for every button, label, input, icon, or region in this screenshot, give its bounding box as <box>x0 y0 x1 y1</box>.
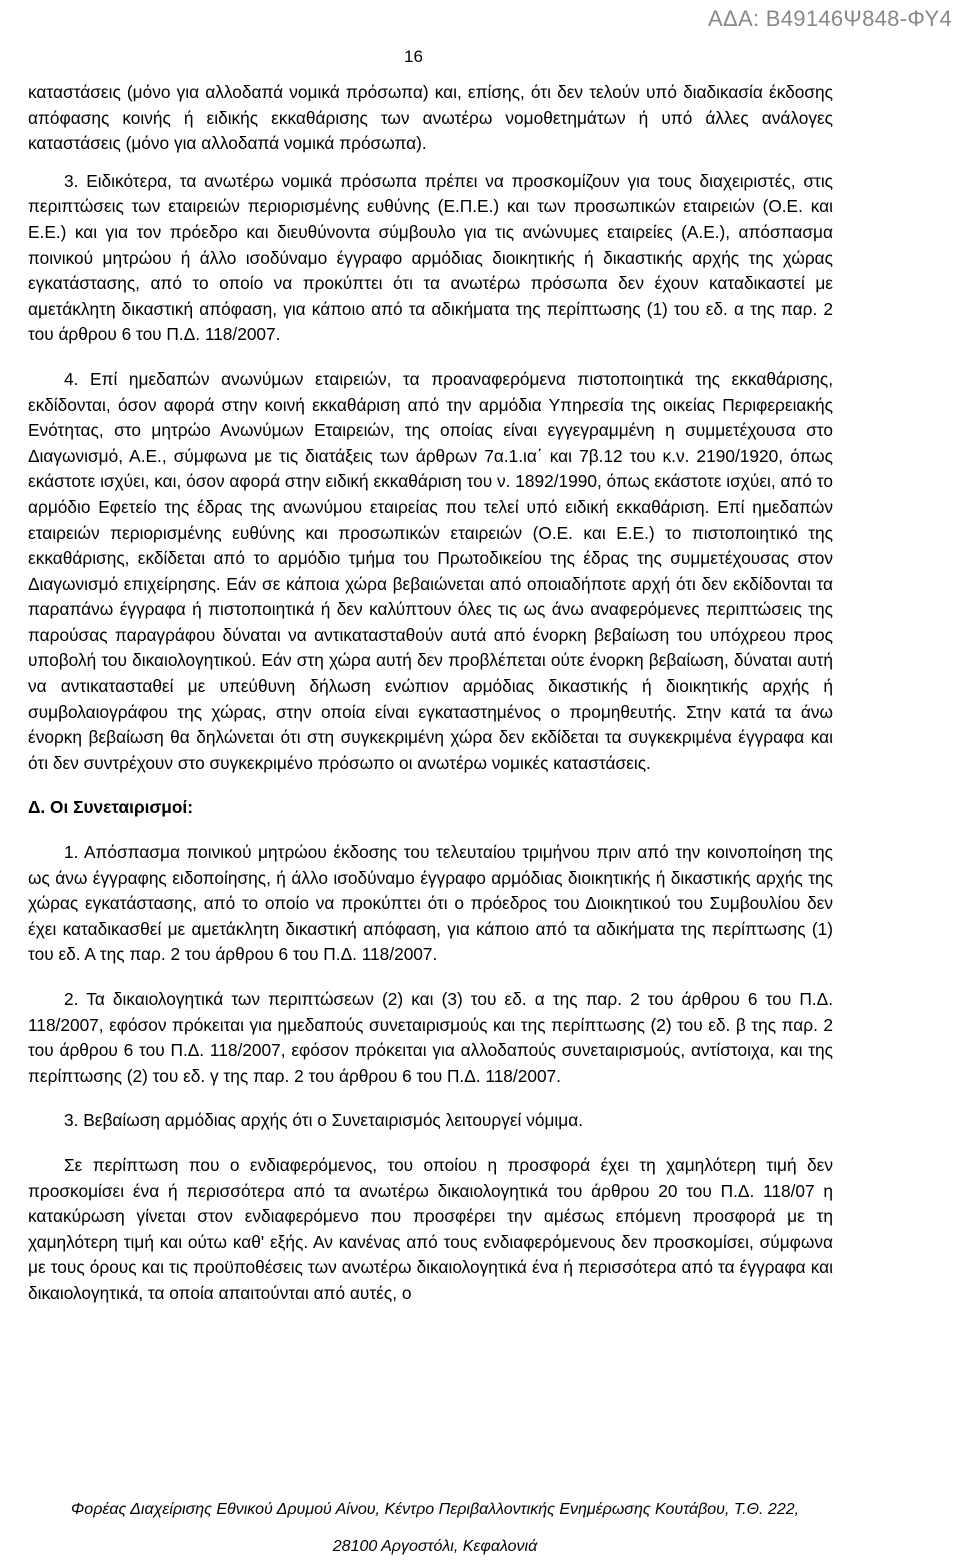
footer-line-2: 28100 Αργοστόλι, Κεφαλονιά <box>332 1538 538 1555</box>
coop-item-3: 3. Βεβαίωση αρμόδιας αρχής ότι ο Συνεταιρισμός λειτουργεί νόμιμα. <box>64 1110 583 1131</box>
paragraph-item-3: 3. Ειδικότερα, τα ανωτέρω νομικά πρόσωπα πρέπει να προσκομίζουν για τους διαχειριστές, στις περιπτώσεις των εταιρειών περιορισμένης ευθύνης (Ε.Π.Ε.) και των προσωπικών εταιρειών (Ο.Ε. και Ε.Ε.) και για τον πρόεδρο και διευθύνοντα σύμβουλο για τις ανώνυμες εταιρείες (Α.Ε.), απόσπασμα ποινικού μητρώου ή άλλο ισοδύναμο έγγραφο αρμόδιας διοικητικής ή δικαστικής αρχής της χώρας εγκατάστασης, από το οποίο να προκύπτει ότι τα ανωτέρω πρόσωπα δεν έχουν καταδικαστεί με αμετάκλητη δικαστική απόφαση, για κάποιο από τα αδικήματα της περίπτωσης (1) του εδ. α της παρ. 2 του άρθρου 6 του Π.Δ. 118/2007. <box>28 170 833 345</box>
paragraph-item-4: 4. Επί ημεδαπών ανωνύμων εταιρειών, τα προαναφερόμενα πιστοποιητικά της εκκαθάρισης, εκδίδονται, όσον αφορά στην κοινή εκκαθάριση από την αρμόδια Υπηρεσία της οικείας Περιφερειακής Ενότητας, στο μητρώο Ανωνύμων Εταιρειών, της οποίας είναι εγγεγραμμένη η συμμετέχουσα στο Διαγωνισμό, Α.Ε., σύμφωνα με τις διατάξεις των άρθρων 7α.1.ια΄ και 7β.12 του κ.ν. 2190/1920, όπως εκάστοτε ισχύει, και, όσον αφορά στην ειδική εκκαθάριση του ν. 1892/1990, όπως εκάστοτε ισχύει, από το αρμόδιο Εφετείο της έδρας της ανωνύμου εταιρείας που τελεί υπό ειδική εκκαθάριση. Επί ημεδαπών εταιρειών περιορισμένης ευθύνης και προσωπικών εταιρειών (Ο.Ε. και Ε.Ε.) το πιστοποιητικό της εκκαθάρισης, εκδίδεται από το αρμόδιο τμήμα του Πρωτοδικείου της έδρας της συμμετέχουσας στον Διαγωνισμό επιχείρησης. Εάν σε κάποια χώρα βεβαιώνεται από οποιαδήποτε αρχή ότι δεν εκδίδονται τα παραπάνω έγγραφα ή πιστοποιητικά ή δεν καλύπτουν όλες τις ως άνω αναφερόμενες περιπτώσεις της παρούσας παραγράφου δύναται να αντικατασταθούν αυτά από ένορκη βεβαίωση του υπόχρεου προς υποβολή του δικαιολογητικού. Εάν στη χώρα αυτή δεν προβλέπεται ούτε ένορκη βεβαίωση, δύναται αυτή να αντικατασταθεί με υπεύθυνη δήλωση ενώπιον αρμόδιας δικαστικής ή διοικητικής αρχής ή συμβολαιογράφου της χώρας, στην οποία είναι εγκαταστημένος ο προμηθευτής. Στην κατά τα άνω ένορκη βεβαίωση θα δηλώνεται ότι στη συγκεκριμένη χώρα δεν εκδίδεται τα συγκεκριμένα έγγραφα και ότι δεν συντρέχουν στο συγκεκριμένο πρόσωπο οι ανωτέρω νομικές καταστάσεις. <box>28 368 833 773</box>
section-heading: Δ. Οι Συνεταιρισμοί: <box>28 797 193 818</box>
closing-paragraph: Σε περίπτωση που ο ενδιαφερόμενος, του οποίου η προσφορά έχει τη χαμηλότερη τιμή δεν προσκομίσει ένα ή περισσότερα από τα ανωτέρω δικαιολογητικά του άρθρου 20 του Π.Δ. 118/07 η κατακύρωση γίνεται στον ενδιαφερόμενο που προσφέρει την αμέσως επόμενη προσφορά με τη χαμηλότερη τιμή και ούτω καθ' εξής. Αν κανένας από τους ενδιαφερόμενους δεν προσκομίσει, σύμφωνα με τους όρους και τις προϋποθέσεις των ανωτέρω δικαιολογητικά ένα ή περισσότερα από τα έγγραφα και δικαιολογητικά, τα οποία απαιτούνται από αυτές, ο <box>28 1154 833 1303</box>
document-body <box>28 80 833 1307</box>
coop-item-2: 2. Τα δικαιολογητικά των περιπτώσεων (2) και (3) του εδ. α της παρ. 2 του άρθρου 6 του Π.Δ. 118/2007, εφόσον πρόκειται για ημεδαπούς συνεταιρισμούς και της περίπτωσης (2) του εδ. β της παρ. 2 του άρθρου 6 του Π.Δ. 118/2007, εφόσον πρόκειται για αλλοδαπούς συνεταιρισμούς, αντίστοιχα, και της περίπτωσης (2) του εδ. γ της παρ. 2 του άρθρου 6 του Π.Δ. 118/2007. <box>28 989 833 1086</box>
page-footer <box>0 1491 870 1565</box>
paragraph-continuation: καταστάσεις (μόνο για αλλοδαπά νομικά πρόσωπα) και, επίσης, ότι δεν τελούν υπό διαδικασία έκδοσης απόφασης κοινής ή ειδικής εκκαθάρισης των ανωτέρω νομοθετημάτων ή υπό άλλες ανάλογες καταστάσεις (μόνο για αλλοδαπά νομικά πρόσωπα). <box>28 82 833 154</box>
ada-code: ΑΔΑ: Β49146Ψ848-ΦΥ4 <box>708 6 952 31</box>
footer-line-1: Φορέας Διαχείρισης Εθνικού Δρυμού Αίνου, Κέντρο Περιβαλλοντικής Ενημέρωσης Κουτάβου, Τ.Θ. 222, <box>70 1501 800 1518</box>
coop-item-1: 1. Απόσπασμα ποινικού μητρώου έκδοσης του τελευταίου τριμήνου πριν από την κοινοποίηση της ως άνω έγγραφης ειδοποίησης, ή άλλο ισοδύναμο έγγραφο αρμόδιας διοικητικής ή δικαστικής αρχής της χώρας εγκατάστασης, από το οποίο να προκύπτει ότι ο πρόεδρος του Διοικητικού του Συμβουλίου δεν έχει καταδικασθεί με αμετάκλητη δικαστική απόφαση, για κάποιο από τα αδικήματα της περίπτωσης (1) του εδ. Α της παρ. 2 του άρθρου 6 του Π.Δ. 118/2007. <box>28 842 833 965</box>
page-number: 16 <box>404 47 423 66</box>
